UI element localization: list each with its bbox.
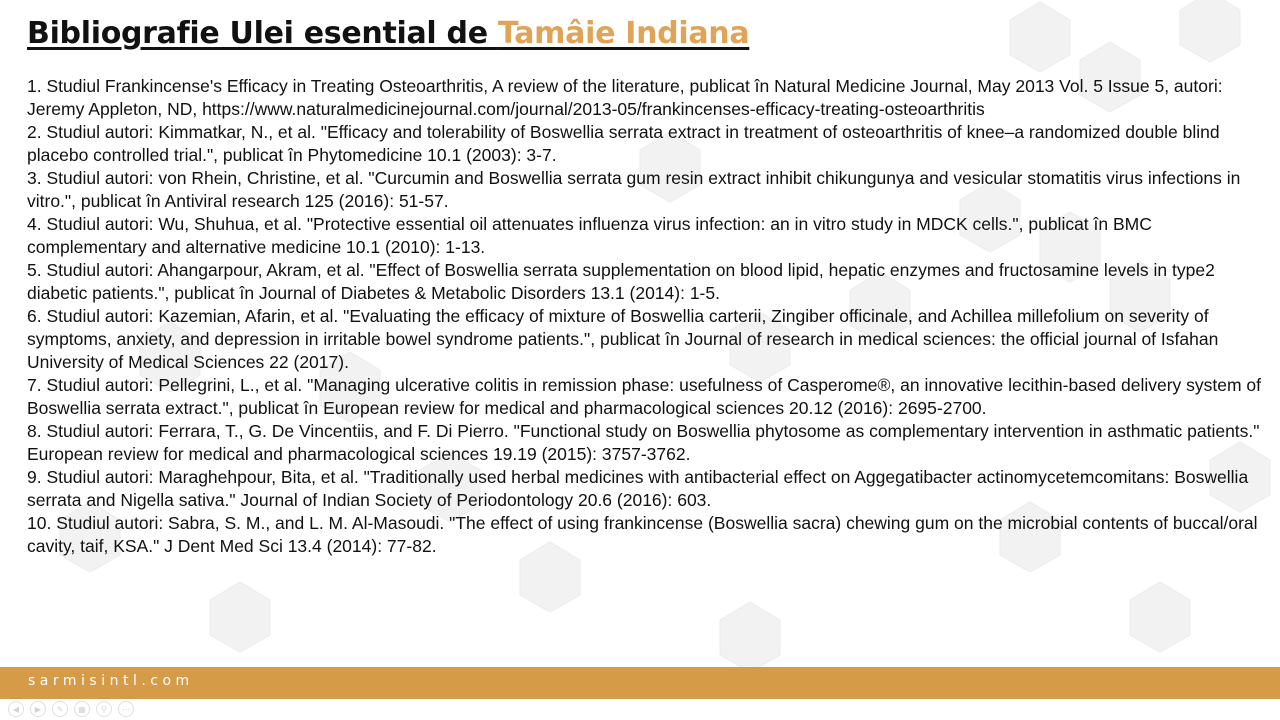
slideshow-controls [8,699,134,719]
reference-item: 8. Studiul autori: Ferrara, T., G. De Vincentiis, and F. Di Pierro. "Functional study on Boswellia phytosome as complementary intervention in asthmatic patients." European review for medical and pharmacological sciences 19.19 (2015): 3757-3762. [27,421,1260,464]
reference-item: 5. Studiul autori: Ahangarpour, Akram, et al. "Effect of Boswellia serrata supplementation on blood lipid, hepatic enzymes and fructosamine levels in type2 diabetic patients.", publicat în Journal of Diabetes & Metabolic Disorders 13.1 (2014): 1-5. [27,260,1215,303]
zoom-icon[interactable]: ⚲ [96,701,112,717]
reference-item: 4. Studiul autori: Wu, Shuhua, et al. "Protective essential oil attenuates influenza virus infection: an in vitro study in MDCK cells.", publicat în BMC complementary and alternative medicine 10.1 (2010): 1-13. [27,214,1152,257]
slides-icon[interactable]: ▦ [74,701,90,717]
reference-list [27,75,1267,558]
next-icon[interactable]: ▶ [30,701,46,717]
reference-item: 2. Studiul autori: Kimmatkar, N., et al. "Efficacy and tolerability of Boswellia serrata extract in treatment of osteoarthritis of knee–a randomized double blind placebo controlled trial.", publicat în Phytomedicine 10.1 (2003): 3-7. [27,122,1220,165]
pen-icon[interactable]: ✎ [52,701,68,717]
reference-item: 1. Studiul Frankincense's Efficacy in Treating Osteoarthritis, A review of the literature, publicat în Natural Medicine Journal, May 2013 Vol. 5 Issue 5, autori: Jeremy Appleton, ND, https://www.naturalmedicinejournal.com/journal/2013-05/frankincenses-efficacy-treating-osteoarthritis [27,76,1223,119]
more-icon[interactable]: ⋯ [118,701,134,717]
reference-item: 9. Studiul autori: Maraghehpour, Bita, et al. "Traditionally used herbal medicines with antibacterial effect on Aggegatibacter actinomycetemcomitans: Boswellia serrata and Nigella sativa." Journal of Indian Society of Periodontology 20.6 (2016): 603. [27,467,1249,510]
reference-item: 3. Studiul autori: von Rhein, Christine, et al. "Curcumin and Boswellia serrata gum resin extract inhibit chikungunya and vesicular stomatitis virus infections in vitro.", publicat în Antiviral research 125 (2016): 51-57. [27,168,1241,211]
reference-item: 7. Studiul autori: Pellegrini, L., et al. "Managing ulcerative colitis in remission phase: usefulness of Casperome®, an innovative lecithin-based delivery system of Boswellia serrata extract.", publicat în European review for medical and pharmacological sciences 20.12 (2016): 2695-2700. [27,375,1262,418]
footer-site: sarmisintl.com [28,673,194,689]
previous-icon[interactable]: ◀ [8,701,24,717]
reference-item: 6. Studiul autori: Kazemian, Afarin, et al. "Evaluating the efficacy of mixture of Boswellia carterii, Zingiber officinale, and Achillea millefolium on severity of symptoms, anxiety, and depression in irritable bowel syndrome patients.", publicat în Journal of research in medical sciences: the official journal of Isfahan University of Medical Sciences 22 (2017). [27,306,1219,372]
page-title [27,14,749,54]
reference-item: 10. Studiul autori: Sabra, S. M., and L. M. Al-Masoudi. "The effect of using frankincense (Boswellia sacra) chewing gum on the microbial contents of buccal/oral cavity, taif, KSA." J Dent Med Sci 13.4 (2014): 77-82. [27,513,1258,556]
title-main: Bibliografie Ulei esential de [27,16,498,51]
title-accent: Tamâie Indiana [497,16,750,51]
footer-bar [0,667,1280,699]
